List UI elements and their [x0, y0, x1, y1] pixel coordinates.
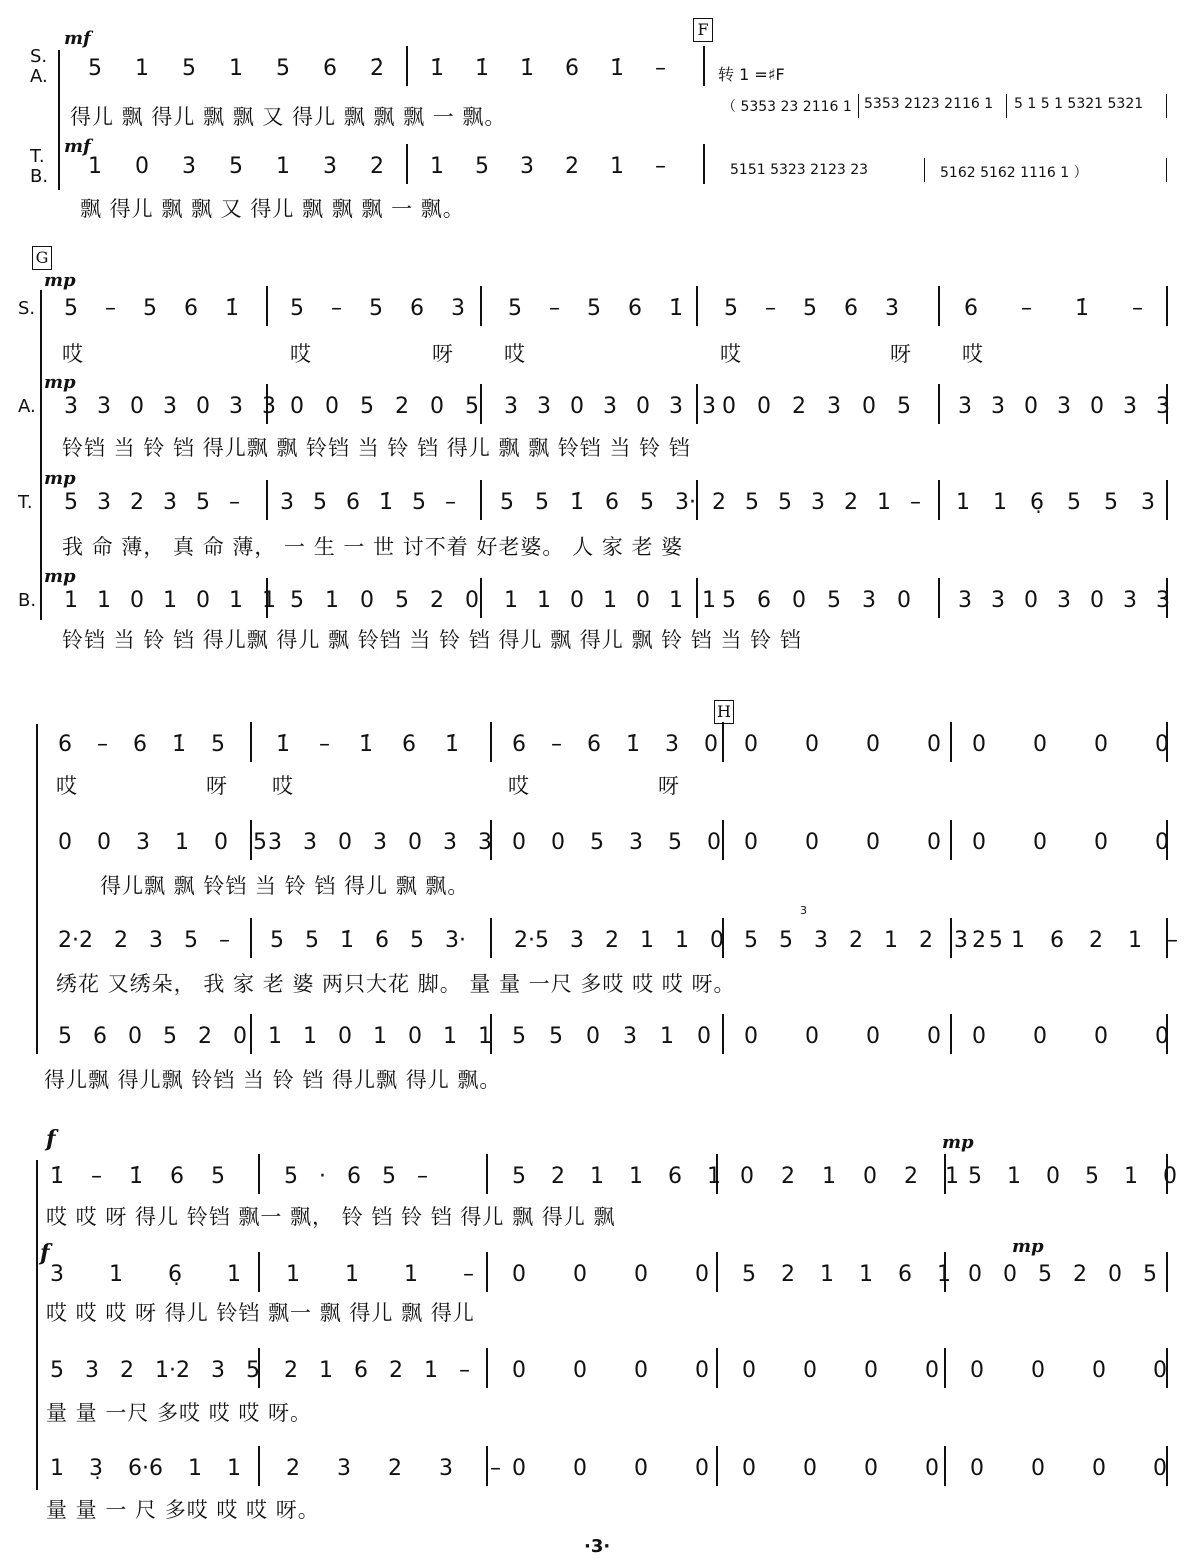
barline	[703, 144, 705, 184]
barline	[722, 820, 724, 860]
lyric-t: 量 量 一尺 多哎 哎 哎 呀。	[46, 1401, 313, 1425]
notes-b-m5: 3 3 0 3 0 3 3	[958, 588, 1170, 613]
barline	[486, 1154, 488, 1194]
notes-tb-m2: 1 5 3 2 1 –	[430, 154, 666, 179]
notes-b-m3: 5 5 0 3 1 0	[512, 1024, 711, 1049]
notes-b-m1: 1 1 0 1 0 1 1	[64, 588, 276, 613]
notes-b-m1: 1 3̣ 6·6 1 1	[50, 1456, 241, 1481]
interlude-top-3: 5 1 5 1 5321 5321	[1014, 96, 1144, 112]
barline	[258, 1348, 260, 1388]
notes-b-m4: 0 0 0 0	[742, 1456, 939, 1481]
lyric-s: 哎	[290, 342, 312, 366]
notes-b-m2: 2 3 2 3 –	[286, 1456, 501, 1481]
barline	[938, 578, 940, 618]
barline	[486, 1252, 488, 1292]
barline	[486, 1348, 488, 1388]
barline	[266, 578, 268, 618]
barline	[490, 722, 492, 762]
lyric-s: 呀	[206, 774, 228, 798]
notes-t-m3: 0 0 0 0	[512, 1358, 709, 1383]
notes-b-m3: 0 0 0 0	[512, 1456, 709, 1481]
lyric-s: 呀	[432, 342, 454, 366]
barline	[480, 578, 482, 618]
lyric-sa: 得儿 飘 得儿 飘 飘 又 得儿 飘 飘 飘 一 飘。	[70, 105, 507, 129]
barline	[1166, 1446, 1168, 1486]
notes-b-m5: 0 0 0 0	[970, 1456, 1167, 1481]
barline	[1166, 722, 1168, 762]
barline	[258, 1154, 260, 1194]
notes-s-m5: 6 – 1̇ –	[964, 296, 1143, 321]
rehearsal-mark-f: F	[693, 18, 713, 42]
notes-t-m4: 0 0 0 0	[742, 1358, 939, 1383]
interlude-bottom-2: 5162 5162 1116 1 ）	[940, 165, 1088, 181]
barline	[490, 918, 492, 958]
notes-s-m4: 0 2 1 0 2 1	[740, 1164, 959, 1189]
barline	[250, 918, 252, 958]
barline	[250, 722, 252, 762]
barline	[950, 1014, 952, 1054]
notes-t-m2: 2 1 6 2 1 –	[284, 1358, 470, 1383]
notes-a-m2: 1 1 1 –	[286, 1262, 474, 1287]
barline	[722, 1014, 724, 1054]
notes-t-m5: 1 1 6̣ 5 5 3	[956, 490, 1155, 515]
barline	[480, 480, 482, 520]
lyric-s: 哎	[504, 342, 526, 366]
barline	[1166, 1348, 1168, 1388]
notes-b-m1: 5 6 0 5 2 0	[58, 1024, 247, 1049]
notes-t-m4: 5 5 3 2 1 2 3 5	[744, 928, 1003, 953]
notes-t-m1: 5 3 2 3 5 –	[64, 490, 240, 515]
barline	[266, 286, 268, 326]
notes-t-m5: 2 1 6 2 1 –	[972, 928, 1178, 953]
voice-label-s: S.	[18, 298, 36, 319]
notes-a-m4: 0 0 0 0	[744, 830, 941, 855]
barline	[696, 578, 698, 618]
lyric-s: 哎	[720, 342, 742, 366]
dynamic-mp-a: mp	[44, 372, 76, 393]
barline	[944, 1348, 946, 1388]
barline	[1166, 94, 1167, 118]
dynamic-mp-a: mp	[1012, 1236, 1044, 1257]
interlude-bottom-1: 5151 5323 2123 23	[730, 162, 869, 178]
voice-label-b: B.	[18, 590, 37, 611]
notes-s-m5: 5 1 0 5 1 0	[968, 1164, 1177, 1189]
barline	[1166, 918, 1168, 958]
barline	[490, 1014, 492, 1054]
notes-s-m1: 5 – 5 6 1̇	[64, 296, 239, 321]
notes-s-m3: 6 – 6 1̇ 3 0	[512, 732, 718, 757]
barline	[266, 480, 268, 520]
barline	[1166, 158, 1167, 182]
notes-t-m1: 2·2 2 3 5 –	[58, 928, 230, 953]
notes-b-m2: 5 1 0 5 2 0	[290, 588, 479, 613]
lyric-s: 哎	[62, 342, 84, 366]
barline	[406, 144, 408, 184]
lyric-s: 呀	[658, 774, 680, 798]
barline	[490, 820, 492, 860]
lyric-tb: 飘 得儿 飘 飘 又 得儿 飘 飘 飘 一 飘。	[80, 197, 465, 221]
barline	[722, 918, 724, 958]
notes-t-m1: 5 3 2 1·2 3 5	[50, 1358, 260, 1383]
lyric-a: 哎 哎 哎 呀 得儿 铃铛 飘一 飘 得儿 飘 得儿	[46, 1301, 475, 1325]
dynamic-mp-s: mp	[942, 1132, 974, 1153]
lyric-t: 我 命 薄， 真 命 薄， 一 生 一 世 讨不着 好老婆。 人 家 老 婆	[62, 535, 684, 559]
voice-label-t: T.	[30, 146, 45, 167]
barline	[1166, 286, 1168, 326]
lyric-s: 呀	[890, 342, 912, 366]
notes-b-m3: 1 1 0 1 0 1 1	[504, 588, 716, 613]
notes-s-m4: 0 0 0 0	[744, 732, 941, 757]
notes-t-m5: 0 0 0 0	[970, 1358, 1167, 1383]
barline	[950, 820, 952, 860]
notes-s-m1: 6 – 6 1̇ 5	[58, 732, 225, 757]
barline	[250, 820, 252, 860]
notes-s-m2: 5 · 6 5 –	[284, 1164, 428, 1189]
notes-a-m5: 0 0 5 2 0 5	[968, 1262, 1157, 1287]
barline	[1166, 1252, 1168, 1292]
barline	[950, 918, 952, 958]
barline	[944, 1154, 946, 1194]
notes-a-m5: 0 0 0 0	[972, 830, 1169, 855]
lyric-s: 哎	[962, 342, 984, 366]
modulation-marking: 转 1 =♯F	[718, 65, 785, 84]
dynamic-mp-b: mp	[44, 566, 76, 587]
rehearsal-mark-g: G	[32, 246, 52, 270]
notes-s-m3: 5 2 1 1 6 1	[512, 1164, 721, 1189]
notes-sa-m1: 5 1 5 1 5 6 2̇	[88, 56, 384, 81]
barline	[944, 1252, 946, 1292]
notes-a-m3: 3 3 0 3 0 3 3	[504, 394, 716, 419]
voice-label-a: A.	[30, 66, 48, 87]
voice-label-b: B.	[30, 166, 49, 187]
notes-s-m3: 5 – 5 6 1̇	[508, 296, 683, 321]
notes-b-m4: 0 0 0 0	[744, 1024, 941, 1049]
barline	[1166, 578, 1168, 618]
barline	[480, 384, 482, 424]
notes-t-m2: 5 5 1̇ 6 5 3·	[270, 928, 466, 953]
system-bracket	[36, 724, 38, 1054]
notes-a-m5: 3 3 0 3 0 3 3	[958, 394, 1170, 419]
lyric-a: 得儿飘 飘 铃铛 当 铃 铛 得儿 飘 飘。	[100, 874, 470, 898]
notes-b-m5: 0 0 0 0	[972, 1024, 1169, 1049]
voice-label-a: A.	[18, 396, 36, 417]
barline	[696, 480, 698, 520]
dynamic-f-a: f	[40, 1240, 50, 1266]
barline	[938, 384, 940, 424]
barline	[722, 722, 724, 762]
notes-s-m4: 5 – 5 6 3	[724, 296, 899, 321]
barline	[716, 1446, 718, 1486]
notes-s-m2: 5 – 5 6 3	[290, 296, 465, 321]
lyric-a: 铃铛 当 铃 铛 得儿飘 飘 铃铛 当 铃 铛 得儿 飘 飘 铃铛 当 铃 铛	[62, 436, 691, 460]
notes-t-m3: 5 5 1̇ 6 5 3·	[500, 490, 696, 515]
notes-a-m1: 3 1 6̣ 1	[50, 1262, 241, 1287]
barline	[716, 1154, 718, 1194]
lyric-s: 哎	[56, 774, 78, 798]
barline	[258, 1446, 260, 1486]
dynamic-mp-s: mp	[44, 270, 76, 291]
notes-a-m2: 3 3 0 3 0 3 3	[268, 830, 492, 855]
lyric-b: 铃铛 当 铃 铛 得儿飘 得儿 飘 铃铛 当 铃 铛 得儿 飘 得儿 飘 铃 铛 当 铃 铛	[62, 628, 802, 652]
triplet-mark: 3	[800, 904, 807, 917]
barline	[1166, 1014, 1168, 1054]
lyric-b: 得儿飘 得儿飘 铃铛 当 铃 铛 得儿飘 得儿 飘。	[44, 1068, 502, 1092]
barline	[1006, 94, 1007, 118]
barline	[696, 384, 698, 424]
interlude-top-1: （ 5353 23 2116 1	[722, 99, 852, 115]
barline	[938, 480, 940, 520]
dynamic-mp-t: mp	[44, 468, 76, 489]
lyric-s: 哎 哎 呀 得儿 铃铛 飘一 飘， 铃 铛 铃 铛 得儿 飘 得儿 飘	[46, 1205, 616, 1229]
barline	[716, 1348, 718, 1388]
notes-b-m4: 5 6 0 5 3 0	[722, 588, 911, 613]
notes-t-m2: 3 5 6 1̇ 5 –	[280, 490, 456, 515]
barline	[258, 1252, 260, 1292]
notes-b-m2: 1 1 0 1 0 1 1	[268, 1024, 492, 1049]
notes-a-m1: 0 0 3 1 0 5	[58, 830, 267, 855]
barline	[1166, 1154, 1168, 1194]
barline	[696, 286, 698, 326]
lyric-s: 哎	[272, 774, 294, 798]
barline	[858, 94, 859, 118]
notes-a-m2: 0 0 5 2 0 5	[290, 394, 479, 419]
notes-a-m1: 3 3 0 3 0 3 3	[64, 394, 276, 419]
barline	[406, 46, 408, 86]
barline	[250, 1014, 252, 1054]
barline	[716, 1252, 718, 1292]
system-bracket	[40, 290, 42, 620]
dynamic-mf-sa: mf	[64, 28, 91, 49]
barline	[950, 722, 952, 762]
barline	[944, 1446, 946, 1486]
notes-a-m3: 0 0 5 3 5 0	[512, 830, 721, 855]
notes-tb-m1: 1 0 3 5 1 3 2	[88, 154, 384, 179]
notes-a-m4: 0 0 2 3 0 5	[722, 394, 911, 419]
notes-a-m4: 5 2 1 1 6 1	[742, 1262, 951, 1287]
dynamic-mf-tb: mf	[64, 136, 91, 157]
barline	[924, 158, 925, 182]
barline	[1166, 480, 1168, 520]
notes-s-m1: 1̇ – 1̇ 6 5	[50, 1164, 225, 1189]
interlude-top-2: 5353 2123 2116 1	[864, 96, 994, 112]
lyric-t: 绣花 又绣朵， 我 家 老 婆 两只大花 脚。 量 量 一尺 多哎 哎 哎 呀。	[56, 972, 736, 996]
dynamic-f-s: f	[46, 1126, 56, 1152]
notes-t-m4: 2 5 5 3 2 1 –	[712, 490, 921, 515]
notes-sa-m2: 1̇ 1̇ 1̇ 6 1̇ –	[430, 56, 666, 81]
barline	[480, 286, 482, 326]
barline	[1166, 384, 1168, 424]
barline	[486, 1446, 488, 1486]
voice-label-s: S.	[30, 46, 48, 67]
rehearsal-mark-h: H	[714, 700, 734, 724]
barline	[938, 286, 940, 326]
notes-s-m5: 0 0 0 0	[972, 732, 1169, 757]
page-number: ·3·	[584, 1536, 611, 1557]
voice-label-t: T.	[18, 492, 33, 513]
barline	[1166, 820, 1168, 860]
system-bracket	[58, 50, 60, 190]
barline	[266, 384, 268, 424]
notes-a-m3: 0 0 0 0	[512, 1262, 709, 1287]
barline	[703, 46, 705, 86]
system-bracket	[36, 1160, 38, 1490]
lyric-s: 哎	[508, 774, 530, 798]
lyric-b: 量 量 一 尺 多哎 哎 哎 呀。	[46, 1498, 320, 1522]
notes-t-m3: 2·5 3 2 1 1 0	[514, 928, 724, 953]
notes-s-m2: 1̇ – 1̇ 6 1̇	[276, 732, 459, 757]
